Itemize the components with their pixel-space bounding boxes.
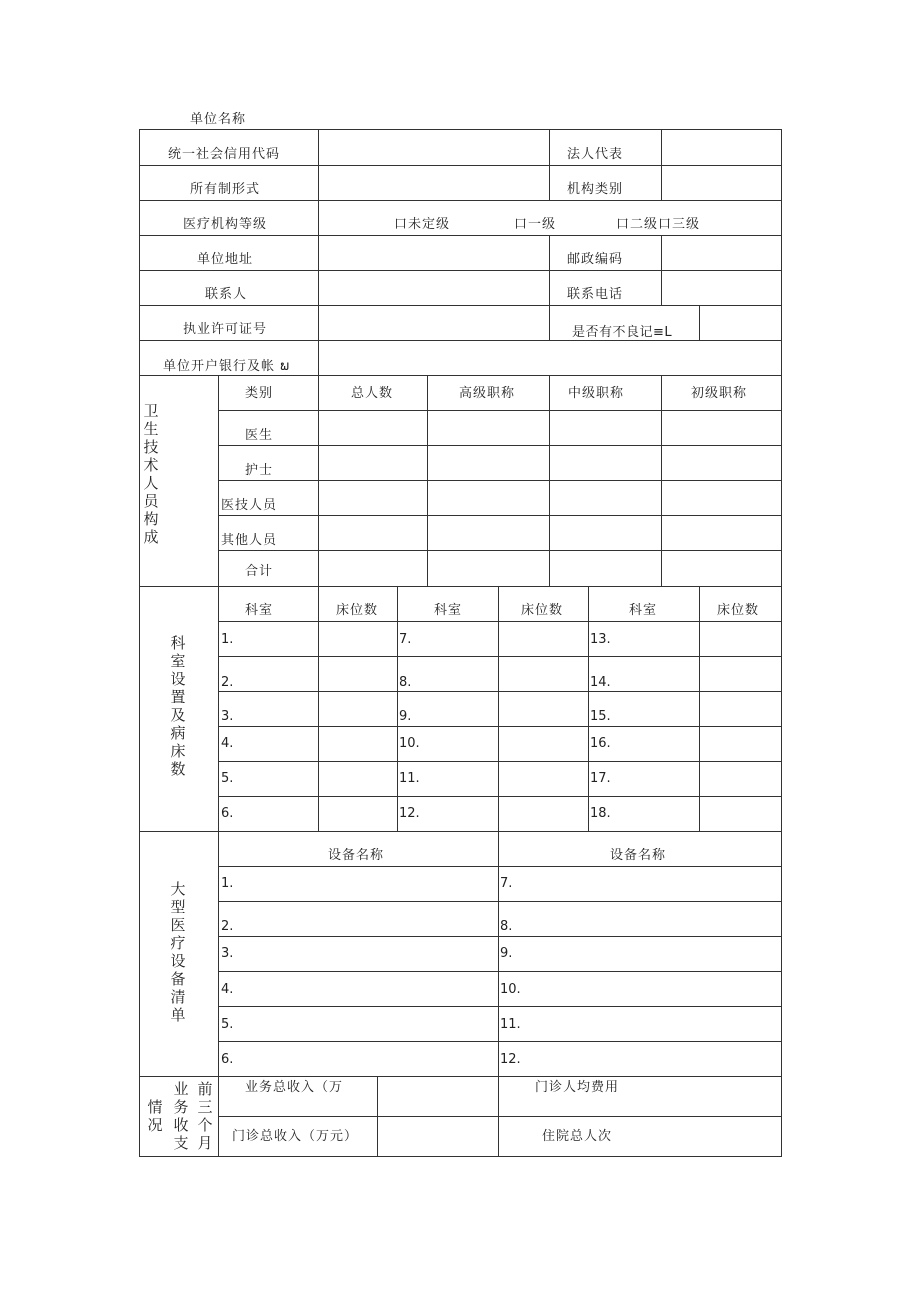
- col-divider: [318, 586, 319, 831]
- row-divider: [218, 1116, 782, 1117]
- license-label: 执业许可证号: [183, 322, 268, 337]
- row-divider: [139, 375, 782, 376]
- contact-label: 联系人: [205, 287, 248, 302]
- staff-section-label: 卫生技术人员构成: [143, 402, 159, 546]
- total-income-label: 业务总收入（万: [245, 1080, 344, 1095]
- staff-header-total: 总人数: [351, 386, 394, 401]
- section-divider: [139, 1076, 782, 1077]
- col-divider: [549, 375, 550, 586]
- row-divider: [139, 340, 782, 341]
- col-divider: [318, 375, 319, 586]
- dept-header-dept-2: 科室: [434, 603, 463, 618]
- bank-label: 单位开户银行及帐 ພ: [163, 359, 291, 374]
- staff-header-category: 类别: [245, 386, 274, 401]
- finance-label-situation: 情况: [147, 1098, 163, 1134]
- dept-number: 13.: [590, 632, 611, 647]
- equipment-number: 10.: [500, 982, 521, 997]
- equipment-number: 7.: [500, 876, 513, 891]
- dept-number: 11.: [399, 771, 420, 786]
- level-option-unrated[interactable]: 口未定级: [394, 217, 451, 232]
- row-divider: [139, 200, 782, 201]
- level-label: 医疗机构等级: [183, 217, 268, 232]
- equipment-number: 5.: [221, 1017, 234, 1032]
- col-divider: [397, 586, 398, 831]
- row-divider: [218, 761, 782, 762]
- dept-number: 9.: [399, 709, 412, 724]
- row-divider: [218, 936, 782, 937]
- dept-header-dept-3: 科室: [629, 603, 658, 618]
- row-divider: [139, 305, 782, 306]
- phone-label: 联系电话: [567, 287, 624, 302]
- postcode-label: 邮政编码: [567, 252, 624, 267]
- dept-number: 8.: [399, 675, 412, 690]
- row-divider: [218, 656, 782, 657]
- equipment-section-label: 大型医疗设备清单: [170, 880, 186, 1024]
- credit-code-label: 统一社会信用代码: [168, 147, 281, 162]
- dept-number: 16.: [590, 736, 611, 751]
- col-divider: [699, 586, 700, 831]
- dept-number: 4.: [221, 736, 234, 751]
- dept-header-beds-1: 床位数: [336, 603, 379, 618]
- col-divider: [661, 129, 662, 200]
- row-divider: [218, 621, 782, 622]
- row-divider: [218, 550, 782, 551]
- col-divider: [588, 586, 589, 831]
- staff-header-middle: 中级职称: [568, 386, 625, 401]
- col-divider: [661, 375, 662, 586]
- equipment-number: 11.: [500, 1017, 521, 1032]
- equipment-number: 12.: [500, 1052, 521, 1067]
- outpatient-avg-label: 门诊人均费用: [535, 1080, 620, 1095]
- col-divider: [549, 129, 550, 200]
- form-table: [139, 129, 782, 1157]
- row-divider: [218, 691, 782, 692]
- equipment-number: 9.: [500, 946, 513, 961]
- equipment-header-name-2: 设备名称: [610, 848, 667, 863]
- row-divider: [218, 1041, 782, 1042]
- col-divider: [699, 305, 700, 340]
- section-divider: [139, 586, 782, 587]
- dept-number: 14.: [590, 675, 611, 690]
- dept-header-dept-1: 科室: [245, 603, 274, 618]
- row-divider: [218, 726, 782, 727]
- staff-row-doctor: 医生: [245, 428, 274, 443]
- unit-name-label: 单位名称: [190, 112, 247, 127]
- equipment-number: 8.: [500, 919, 513, 934]
- col-divider: [549, 235, 550, 340]
- institution-type-label: 机构类别: [567, 182, 624, 197]
- ownership-label: 所有制形式: [190, 182, 261, 197]
- staff-row-technician: 医技人员: [221, 498, 278, 513]
- row-divider: [218, 445, 782, 446]
- dept-number: 12.: [399, 806, 420, 821]
- staff-row-other: 其他人员: [221, 533, 278, 548]
- equipment-number: 1.: [221, 876, 234, 891]
- inpatient-count-label: 住院总人次: [542, 1129, 613, 1144]
- col-divider: [427, 375, 428, 586]
- row-divider: [139, 270, 782, 271]
- equipment-number: 2.: [221, 919, 234, 934]
- section-divider: [139, 831, 782, 832]
- row-divider: [218, 1006, 782, 1007]
- legal-rep-label: 法人代表: [567, 147, 624, 162]
- finance-label-three-months: 前三个月: [197, 1080, 213, 1152]
- row-divider: [139, 235, 782, 236]
- staff-header-senior: 高级职称: [459, 386, 516, 401]
- col-divider: [498, 586, 499, 831]
- col-divider: [218, 375, 219, 1157]
- address-label: 单位地址: [197, 252, 254, 267]
- staff-row-total: 合计: [245, 564, 274, 579]
- dept-number: 10.: [399, 736, 420, 751]
- outpatient-income-label: 门诊总收入（万元）: [232, 1129, 359, 1144]
- row-divider: [139, 165, 782, 166]
- row-divider: [218, 901, 782, 902]
- level-option-first[interactable]: 口一级: [514, 217, 557, 232]
- dept-header-beds-3: 床位数: [717, 603, 760, 618]
- dept-number: 2.: [221, 675, 234, 690]
- row-divider: [218, 515, 782, 516]
- col-divider: [318, 129, 319, 375]
- finance-label-business: 业务收支: [173, 1080, 189, 1152]
- dept-number: 1.: [221, 632, 234, 647]
- dept-header-beds-2: 床位数: [521, 603, 564, 618]
- staff-header-junior: 初级职称: [691, 386, 748, 401]
- department-section-label: 科室设置及病床数: [170, 634, 186, 778]
- dept-number: 3.: [221, 709, 234, 724]
- bad-record-label: 是否有不良记≡L: [572, 325, 673, 340]
- equipment-number: 4.: [221, 982, 234, 997]
- dept-number: 17.: [590, 771, 611, 786]
- row-divider: [218, 971, 782, 972]
- dept-number: 5.: [221, 771, 234, 786]
- row-divider: [218, 796, 782, 797]
- dept-number: 15.: [590, 709, 611, 724]
- staff-row-nurse: 护士: [245, 463, 274, 478]
- row-divider: [218, 866, 782, 867]
- col-divider: [661, 235, 662, 305]
- dept-number: 6.: [221, 806, 234, 821]
- level-option-second-third[interactable]: 口二级口三级: [616, 217, 701, 232]
- equipment-number: 6.: [221, 1052, 234, 1067]
- equipment-number: 3.: [221, 946, 234, 961]
- row-divider: [218, 480, 782, 481]
- dept-number: 18.: [590, 806, 611, 821]
- col-divider: [377, 1076, 378, 1157]
- col-divider: [498, 831, 499, 1157]
- dept-number: 7.: [399, 632, 412, 647]
- equipment-header-name-1: 设备名称: [328, 848, 385, 863]
- row-divider: [218, 410, 782, 411]
